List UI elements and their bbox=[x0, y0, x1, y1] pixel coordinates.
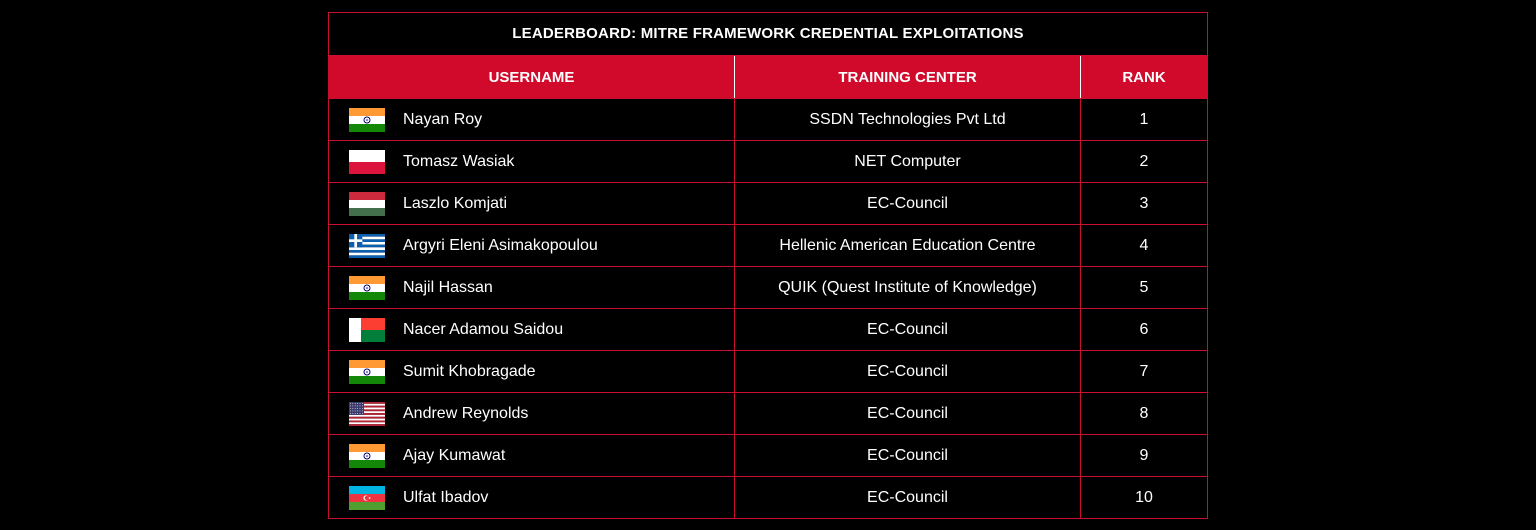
training-center-cell: SSDN Technologies Pvt Ltd bbox=[735, 99, 1081, 140]
rank-cell: 4 bbox=[1139, 236, 1149, 254]
username-cell bbox=[329, 99, 735, 140]
training-center-cell: EC-Council bbox=[735, 309, 1081, 350]
table-row bbox=[329, 392, 1207, 434]
username-text: Najil Hassan bbox=[403, 278, 493, 296]
india-flag-icon bbox=[349, 276, 385, 300]
username-cell bbox=[329, 267, 735, 308]
table-row bbox=[329, 140, 1207, 182]
leaderboard-table bbox=[328, 12, 1208, 519]
username-cell bbox=[329, 477, 735, 518]
username-text: Ajay Kumawat bbox=[403, 446, 506, 464]
table-row bbox=[329, 476, 1207, 518]
table-row bbox=[329, 266, 1207, 308]
training-center-cell: EC-Council bbox=[735, 183, 1081, 224]
username-text: Laszlo Komjati bbox=[403, 194, 508, 212]
username-cell bbox=[329, 309, 735, 350]
usa-flag-icon bbox=[349, 402, 385, 426]
table-row bbox=[329, 434, 1207, 476]
azerbaijan-flag-icon bbox=[349, 486, 385, 510]
rank-cell: 3 bbox=[1139, 194, 1149, 212]
username-text: Sumit Khobragade bbox=[403, 362, 536, 380]
training-center-cell: NET Computer bbox=[735, 141, 1081, 182]
rank-cell: 8 bbox=[1139, 404, 1149, 422]
leaderboard-title: LEADERBOARD: MITRE FRAMEWORK CREDENTIAL EXPLOITATIONS bbox=[329, 13, 1207, 56]
rank-cell: 5 bbox=[1139, 278, 1149, 296]
username-text: Andrew Reynolds bbox=[403, 404, 529, 422]
username-cell bbox=[329, 183, 735, 224]
rank-cell: 1 bbox=[1139, 110, 1149, 128]
username-text: Ulfat Ibadov bbox=[403, 488, 489, 506]
greece-flag-icon bbox=[349, 234, 385, 258]
training-center-cell: QUIK (Quest Institute of Knowledge) bbox=[735, 267, 1081, 308]
username-text: Tomasz Wasiak bbox=[403, 152, 515, 170]
table-header bbox=[329, 56, 1207, 98]
rank-cell: 9 bbox=[1139, 446, 1149, 464]
rank-cell: 10 bbox=[1135, 488, 1153, 506]
table-row bbox=[329, 224, 1207, 266]
column-header-training-center: TRAINING CENTER bbox=[735, 56, 1081, 98]
table-body bbox=[329, 98, 1207, 518]
username-text: Nayan Roy bbox=[403, 110, 483, 128]
username-cell bbox=[329, 435, 735, 476]
training-center-cell: EC-Council bbox=[735, 477, 1081, 518]
username-cell bbox=[329, 393, 735, 434]
username-cell bbox=[329, 141, 735, 182]
madagascar-flag-icon bbox=[349, 318, 385, 342]
india-flag-icon bbox=[349, 444, 385, 468]
training-center-cell: Hellenic American Education Centre bbox=[735, 225, 1081, 266]
rank-cell: 2 bbox=[1139, 152, 1149, 170]
table-row bbox=[329, 182, 1207, 224]
rank-cell: 7 bbox=[1139, 362, 1149, 380]
training-center-cell: EC-Council bbox=[735, 393, 1081, 434]
training-center-cell: EC-Council bbox=[735, 435, 1081, 476]
table-row bbox=[329, 98, 1207, 140]
training-center-cell: EC-Council bbox=[735, 351, 1081, 392]
column-header-username: USERNAME bbox=[329, 56, 735, 98]
table-row bbox=[329, 308, 1207, 350]
column-header-rank: RANK bbox=[1122, 68, 1166, 86]
username-text: Argyri Eleni Asimakopoulou bbox=[403, 236, 598, 254]
hungary-flag-icon bbox=[349, 192, 385, 216]
username-text: Nacer Adamou Saidou bbox=[403, 320, 564, 338]
poland-flag-icon bbox=[349, 150, 385, 174]
table-row bbox=[329, 350, 1207, 392]
india-flag-icon bbox=[349, 360, 385, 384]
rank-cell: 6 bbox=[1139, 320, 1149, 338]
username-cell bbox=[329, 351, 735, 392]
india-flag-icon bbox=[349, 108, 385, 132]
username-cell bbox=[329, 225, 735, 266]
